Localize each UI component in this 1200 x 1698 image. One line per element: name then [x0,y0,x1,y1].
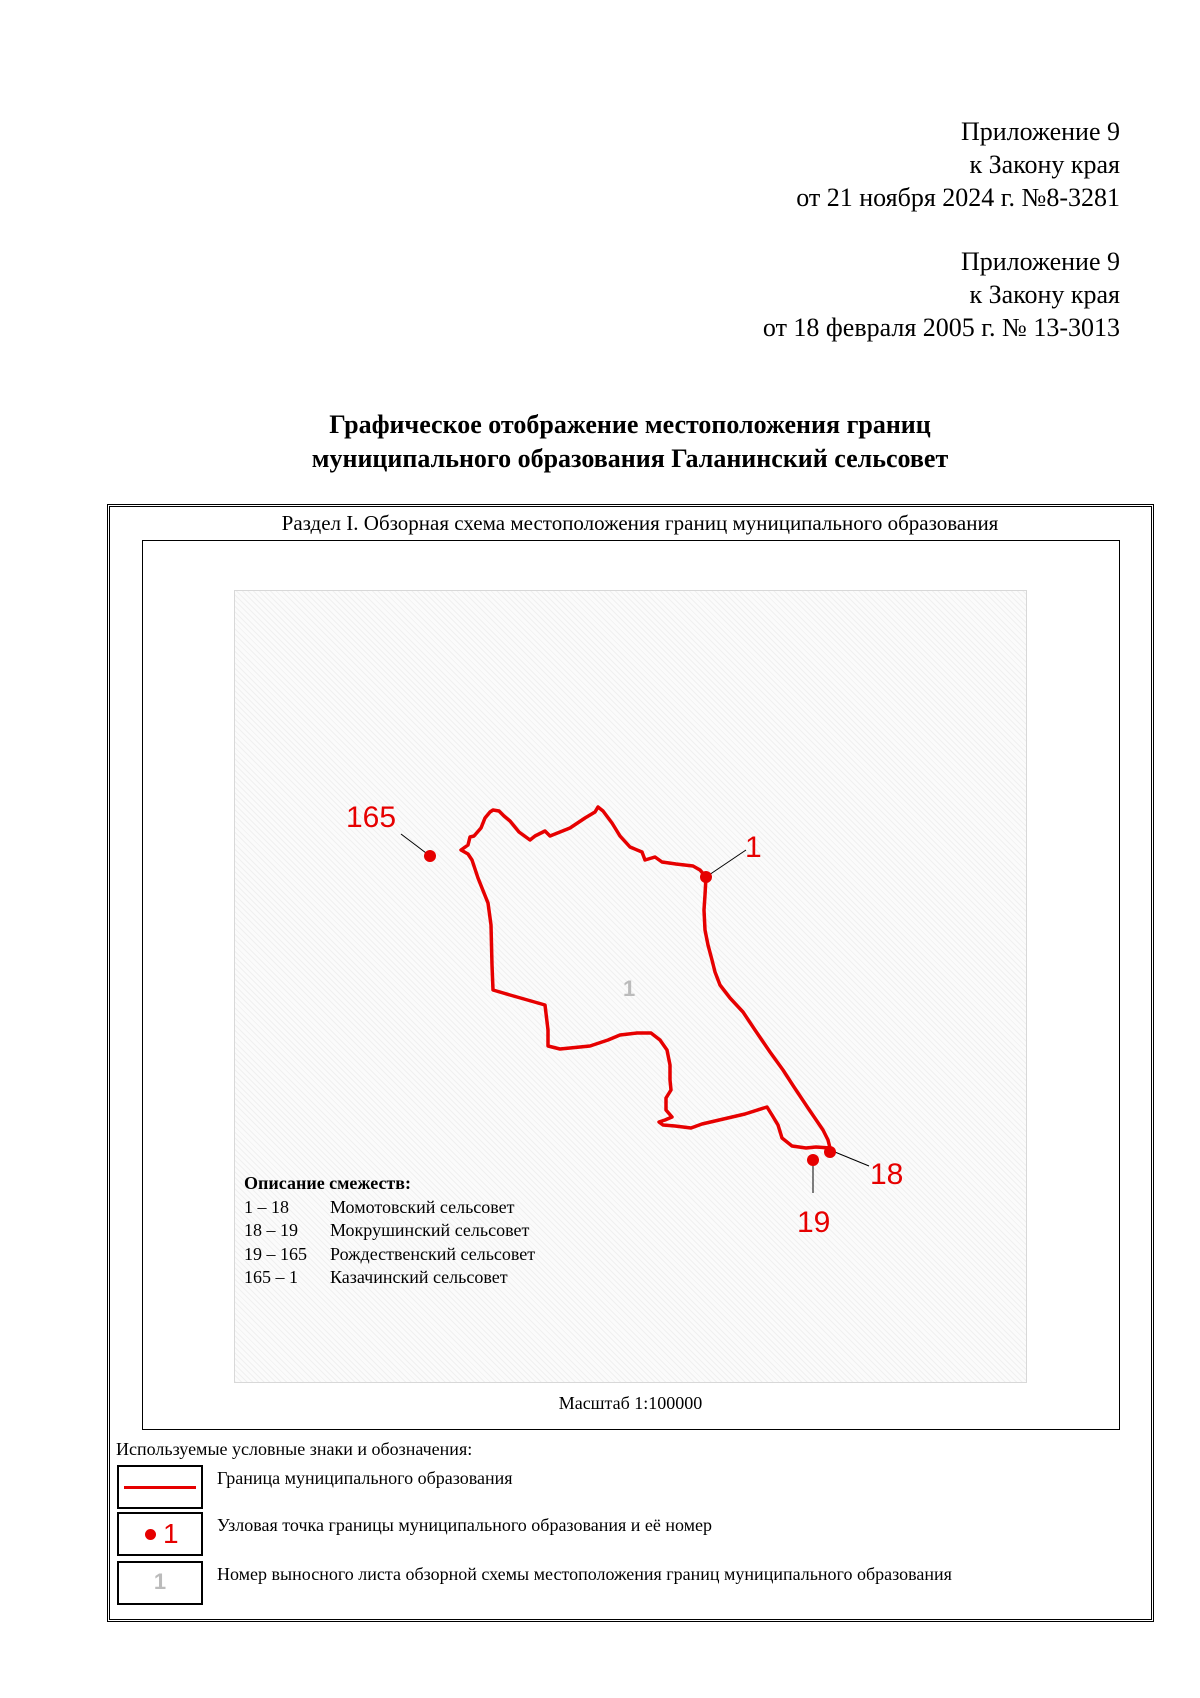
legend-label-boundary: Граница муниципального образования [217,1468,513,1488]
adjacency-row [244,1219,535,1243]
legend-label-sheet-number: Номер выносного листа обзорной схемы местоположения границ муниципального образования [217,1564,952,1584]
node-point-1 [700,871,712,883]
legend-sheet-number: 1 [153,1569,167,1594]
adjacency-range: 165 – 1 [244,1267,298,1287]
adjacency-row [244,1266,535,1290]
legend-symbol-boundary [117,1465,203,1509]
node-label-165: 165 [346,801,397,834]
map-scale: Масштаб 1:100000 [558,1393,703,1413]
legend-title: Используемые условные знаки и обозначения: [116,1439,473,1459]
adjacency-range: 18 – 19 [244,1220,298,1240]
legend-symbol-sheet-number [117,1561,203,1605]
title-line-2: муниципального образования Галанинский сельсовет [311,444,949,473]
node-label-19: 19 [797,1206,831,1239]
law-ref-line: к Закону края [969,280,1120,309]
law-date-line: от 21 ноября 2024 г. №8-3281 [796,183,1120,212]
adjacency-row [244,1243,535,1267]
appendix-line: Приложение 9 [960,117,1120,146]
adjacency-range: 1 – 18 [244,1196,289,1217]
legend-symbol-node-point [117,1512,203,1556]
adjacency-row [244,1196,535,1220]
adjacency-name: Рождественский сельсовет [330,1243,536,1264]
node-point-19 [807,1154,819,1166]
adjacency-name: Момотовский сельсовет [330,1196,515,1217]
legend-label-node-point: Узловая точка границы муниципального образования и её номер [217,1515,713,1535]
boundary-line [461,807,830,1148]
boundary-line-icon [124,1486,196,1489]
adjacency-name: Казачинский сельсовет [330,1267,508,1287]
legend-point-number: 1 [163,1518,179,1549]
section-title: Раздел I. Обзорная схема местоположения границ муниципального образования [281,511,999,535]
adjacency-name: Мокрушинский сельсовет [330,1220,530,1240]
node-point-165 [424,850,436,862]
title-line-1: Графическое отображение местоположения границ [329,410,931,439]
adjacency-title: Описание смежеств: [244,1173,411,1193]
node-point-icon [145,1529,156,1540]
law-date-line: от 18 февраля 2005 г. № 13-3013 [762,313,1120,342]
appendix-line: Приложение 9 [960,247,1120,276]
node-label-18: 18 [870,1158,904,1191]
sheet-number: 1 [623,976,636,1001]
law-ref-line: к Закону края [969,150,1120,179]
node-point-18 [824,1146,836,1158]
adjacency-description [244,1172,535,1290]
leader-line-1 [706,850,746,877]
node-label-1: 1 [745,831,762,864]
adjacency-range: 19 – 165 [244,1243,307,1264]
